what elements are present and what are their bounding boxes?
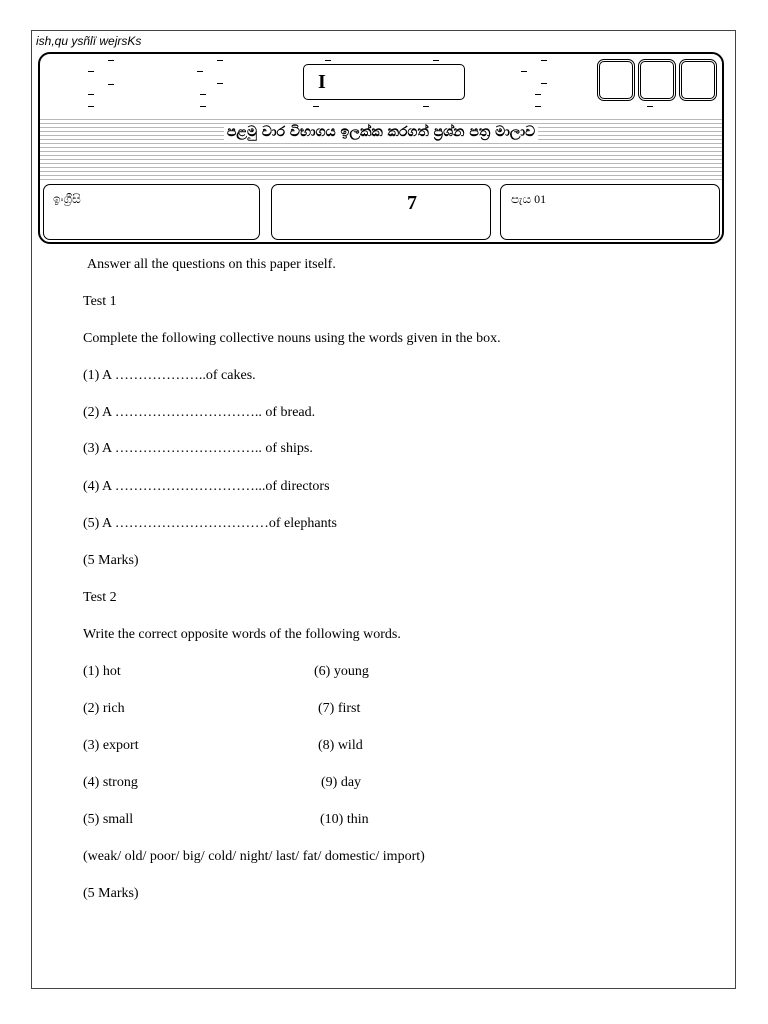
subject-box <box>43 184 260 240</box>
test1-heading: Test 1 <box>83 294 117 309</box>
exam-header <box>38 52 724 244</box>
dash-mark <box>535 94 541 95</box>
index-number-box <box>638 59 676 101</box>
duration-box <box>500 184 720 240</box>
test2-word-left: (5) small <box>83 812 134 827</box>
dash-mark <box>200 94 206 95</box>
exam-series-title-text: පළමු වාර විභාගය ඉලක්ක කරගත් ප්‍රශ්න පත්‍ර මාලාව <box>224 124 538 140</box>
test2-word-right: (10) thin <box>320 812 369 827</box>
dash-mark <box>197 71 203 72</box>
dash-mark <box>313 106 319 107</box>
duration-label: පැය 01 <box>511 192 547 206</box>
dash-mark <box>647 106 653 107</box>
grade-number: 7 <box>407 192 417 214</box>
dash-mark <box>423 106 429 107</box>
dash-mark <box>88 94 94 95</box>
dash-mark <box>88 106 94 107</box>
test2-word-left: (1) hot <box>83 664 121 679</box>
test2-word-right: (6) young <box>314 664 369 679</box>
test1-item: (4) A …………………………...of directors <box>83 479 330 494</box>
test2-word-left: (4) strong <box>83 775 138 790</box>
dash-mark <box>541 60 547 61</box>
grade-box <box>271 184 491 240</box>
header-label: ish,qu ysñlï wejrsKs <box>36 34 142 48</box>
dash-mark <box>521 71 527 72</box>
test2-marks: (5 Marks) <box>83 886 139 901</box>
index-number-box <box>679 59 717 101</box>
test2-word-box: (weak/ old/ poor/ big/ cold/ night/ last/ fat/ domestic/ import) <box>83 849 425 864</box>
instructions: Answer all the questions on this paper itself. <box>87 257 336 272</box>
dash-mark <box>433 60 439 61</box>
test2-word-left: (3) export <box>83 738 139 753</box>
dash-mark <box>325 60 331 61</box>
subject-label: ඉංග්‍රීසි <box>53 192 81 206</box>
test2-prompt: Write the correct opposite words of the following words. <box>83 627 401 642</box>
test2-word-right: (7) first <box>318 701 361 716</box>
dash-mark <box>108 84 114 85</box>
test2-heading: Test 2 <box>83 590 117 605</box>
dash-mark <box>541 83 547 84</box>
index-number-box <box>597 59 635 101</box>
test1-item: (3) A ………………………….. of ships. <box>83 441 313 456</box>
dash-mark <box>200 106 206 107</box>
roman-numeral-box: I <box>303 64 465 100</box>
test1-marks: (5 Marks) <box>83 553 139 568</box>
test1-prompt: Complete the following collective nouns using the words given in the box. <box>83 331 501 346</box>
test1-item: (1) A ………………..of cakes. <box>83 368 256 383</box>
exam-series-title <box>40 124 722 140</box>
dash-mark <box>88 71 94 72</box>
test2-word-right: (8) wild <box>318 738 363 753</box>
test1-item: (5) A ……………………………of elephants <box>83 516 337 531</box>
test2-word-left: (2) rich <box>83 701 125 716</box>
dash-mark <box>535 106 541 107</box>
dash-mark <box>217 83 223 84</box>
dash-mark <box>217 60 223 61</box>
test1-item: (2) A ………………………….. of bread. <box>83 405 316 420</box>
test2-word-right: (9) day <box>321 775 362 790</box>
dash-mark <box>108 60 114 61</box>
